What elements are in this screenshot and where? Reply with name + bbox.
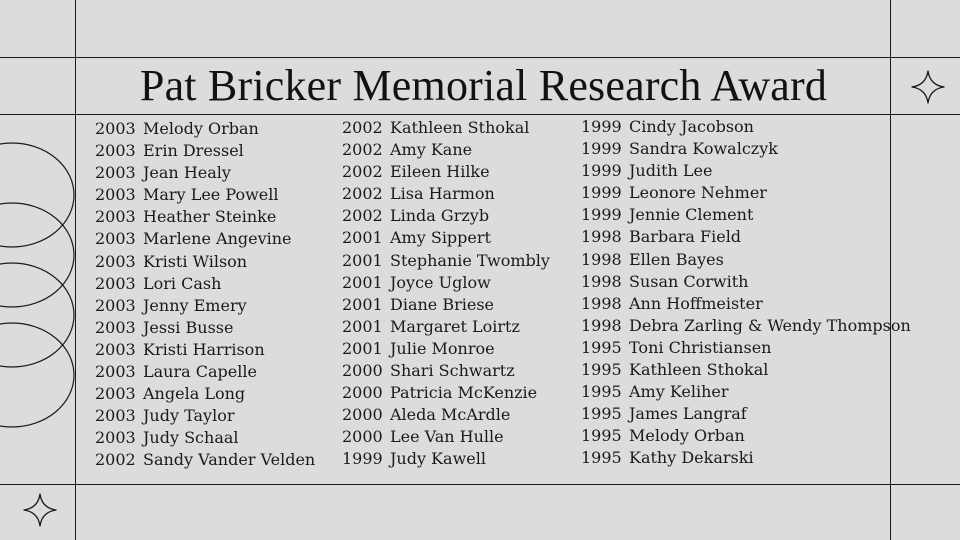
recipient-name: Ann Hoffmeister [629,293,763,313]
page-title: Pat Bricker Memorial Research Award [139,61,828,110]
award-entry [581,447,911,469]
award-entry [581,337,911,359]
recipient-name: Lisa Harmon [390,184,495,204]
award-year: 2003 [95,273,136,293]
recipient-name: Sandy Vander Velden [143,450,316,470]
award-list-column-1 [95,118,315,472]
award-year: 2002 [342,206,383,226]
award-year: 2001 [342,294,383,314]
frame-line-title-bottom [0,114,960,115]
award-entry [342,227,550,249]
award-year: 1998 [581,315,622,335]
award-year: 1998 [581,249,622,269]
recipient-name: Erin Dressel [143,141,244,161]
award-entry [581,425,911,447]
recipient-name: Amy Keliher [629,382,729,402]
award-year: 1999 [581,205,622,225]
award-year: 2000 [342,361,383,381]
award-entry [581,315,911,337]
award-entry [95,140,315,162]
award-year: 2003 [95,251,136,271]
recipient-name: Ellen Bayes [629,249,724,269]
award-entry [342,316,550,338]
award-entry [581,226,911,248]
award-entry [95,184,315,206]
award-entry [95,118,315,140]
recipient-name: Cindy Jacobson [629,117,754,136]
award-year: 2002 [342,162,383,182]
award-entry [95,273,315,295]
award-year: 2003 [95,295,136,315]
award-year: 1999 [581,139,622,159]
award-year: 1999 [342,449,383,469]
recipient-name: Jean Healy [143,163,231,183]
award-year: 1998 [581,271,622,291]
recipient-name: Julie Monroe [390,338,495,358]
sparkle-icon [910,69,946,105]
award-entry [342,404,550,426]
award-entry [581,138,911,160]
recipient-name: Susan Corwith [629,271,749,291]
recipient-name: Aleda McArdle [390,405,511,425]
recipient-name: Marlene Angevine [143,229,292,249]
recipient-name: Sandra Kowalczyk [629,139,778,159]
award-entry [581,271,911,293]
award-entry [342,205,550,227]
award-entry [581,204,911,226]
recipient-name: Laura Capelle [143,362,257,382]
award-year: 2002 [95,450,136,470]
award-year: 2001 [342,272,383,292]
recipient-name: Debra Zarling & Wendy Thompson [629,315,911,335]
award-entry [342,338,550,360]
award-year: 2003 [95,229,136,249]
award-year: 1998 [581,227,622,247]
frame-line-bottom [0,484,960,485]
award-entry [342,161,550,183]
award-entry [95,383,315,405]
award-entry [342,272,550,294]
award-entry [581,293,911,315]
award-entry [342,360,550,382]
award-list-column-3 [581,116,911,470]
recipient-name: James Langraf [629,404,747,424]
award-entry [342,294,550,316]
award-entry [95,449,315,471]
award-year: 2003 [95,428,136,448]
recipient-name: Lori Cash [143,273,222,293]
recipient-name: Kathleen Sthokal [629,360,769,380]
award-year: 1999 [581,161,622,181]
award-entry [95,427,315,449]
award-year: 2003 [95,339,136,359]
recipient-name: Stephanie Twombly [390,250,550,270]
recipient-name: Angela Long [143,384,246,404]
award-entry [95,361,315,383]
award-year: 2003 [95,317,136,337]
award-list-column-2 [342,117,550,471]
award-year: 1995 [581,382,622,402]
recipient-name: Patricia McKenzie [390,383,538,403]
recipient-name: Melody Orban [629,426,745,446]
award-entry [581,359,911,381]
award-year: 2003 [95,141,136,161]
loop-3 [0,263,74,367]
award-year: 1995 [581,448,622,468]
award-year: 1998 [581,293,622,313]
recipient-name: Lee Van Hulle [390,427,504,447]
award-entry [95,295,315,317]
award-year: 2000 [342,427,383,447]
award-year: 1995 [581,337,622,357]
award-year: 2003 [95,384,136,404]
decorative-loops [0,135,90,465]
award-entry [581,403,911,425]
award-entry [342,448,550,470]
award-entry [581,182,911,204]
award-year: 2003 [95,119,136,138]
recipient-name: Margaret Loirtz [390,316,520,336]
award-entry [95,206,315,228]
award-entry [95,317,315,339]
award-year: 2001 [342,250,383,270]
recipient-name: Judy Taylor [143,406,235,426]
award-entry [342,139,550,161]
award-entry [342,426,550,448]
award-year: 2001 [342,338,383,358]
award-year: 2003 [95,163,136,183]
award-year: 2000 [342,383,383,403]
recipient-name: Eileen Hilke [390,162,490,182]
award-year: 2003 [95,362,136,382]
recipient-name: Kristi Harrison [143,339,265,359]
award-entry [581,249,911,271]
recipient-name: Jenny Emery [143,295,247,315]
recipient-name: Kristi Wilson [143,251,248,271]
award-entry [342,183,550,205]
recipient-name: Mary Lee Powell [143,185,279,205]
award-year: 1999 [581,183,622,203]
recipient-name: Barbara Field [629,227,742,247]
recipient-name: Shari Schwartz [390,361,515,381]
recipient-name: Jennie Clement [629,205,754,225]
loop-4 [0,323,74,427]
recipient-name: Amy Kane [390,140,473,160]
award-year: 2002 [342,140,383,160]
loop-1 [0,143,74,247]
award-entry [95,228,315,250]
recipient-name: Leonore Nehmer [629,183,767,203]
recipient-name: Heather Steinke [143,207,277,227]
award-year: 2002 [342,118,383,137]
award-entry [342,382,550,404]
award-year: 2003 [95,406,136,426]
award-entry [95,405,315,427]
award-year: 2002 [342,184,383,204]
award-year: 2003 [95,207,136,227]
recipient-name: Judith Lee [629,161,713,181]
sparkle-icon [22,492,58,528]
award-entry [581,160,911,182]
award-year: 2003 [95,185,136,205]
recipient-name: Melody Orban [143,119,259,138]
recipient-name: Kathy Dekarski [629,448,754,468]
award-entry [95,339,315,361]
award-entry [95,162,315,184]
recipient-name: Jessi Busse [143,317,234,337]
loop-2 [0,203,74,307]
recipient-name: Linda Grzyb [390,206,490,226]
recipient-name: Toni Christiansen [629,337,772,357]
award-year: 1999 [581,117,622,136]
award-entry [342,250,550,272]
award-entry [581,381,911,403]
award-year: 2000 [342,405,383,425]
recipient-name: Kathleen Sthokal [390,118,530,137]
recipient-name: Amy Sippert [390,228,491,248]
award-entry [342,117,550,139]
award-year: 1995 [581,404,622,424]
recipient-name: Joyce Uglow [390,272,491,292]
recipient-name: Judy Schaal [143,428,239,448]
award-year: 2001 [342,228,383,248]
recipient-name: Judy Kawell [390,449,486,469]
award-year: 1995 [581,360,622,380]
award-entry [581,116,911,138]
award-year: 2001 [342,316,383,336]
recipient-name: Diane Briese [390,294,495,314]
award-entry [95,251,315,273]
award-year: 1995 [581,426,622,446]
